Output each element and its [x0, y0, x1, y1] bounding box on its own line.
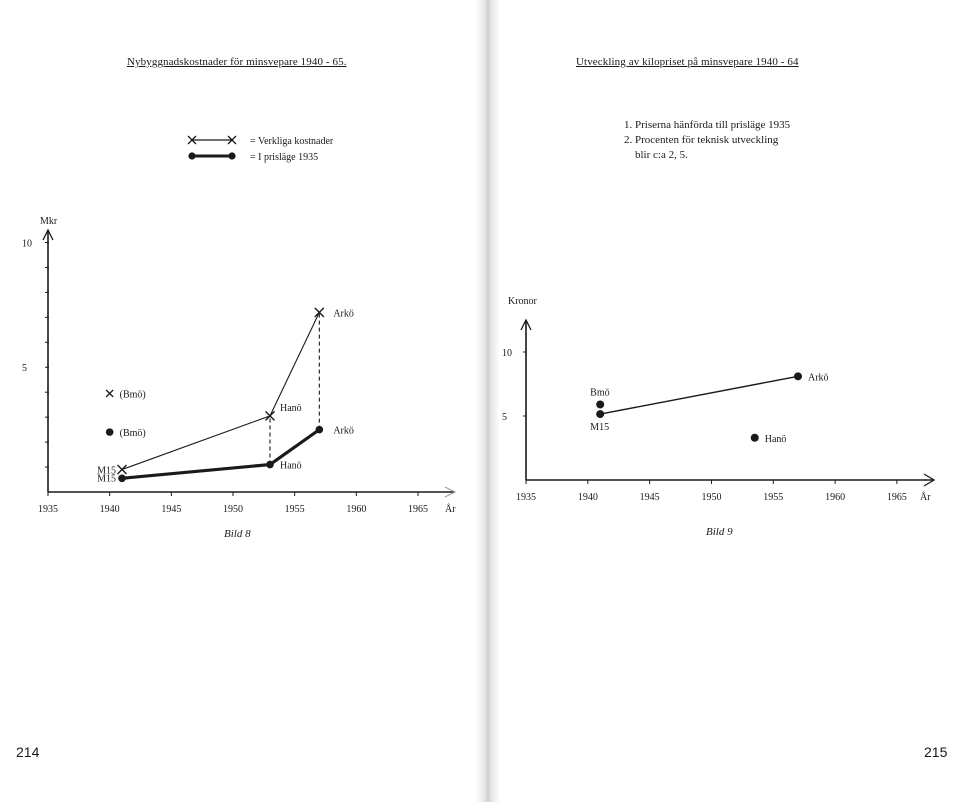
x-tick-label: 1955: [284, 504, 305, 515]
right-notes: [624, 118, 790, 163]
point-label: Hanö: [280, 460, 302, 472]
right-page-number: 215: [924, 744, 948, 760]
x-tick-label: 1940: [99, 504, 120, 515]
dot-marker: [266, 461, 274, 469]
chart-bild-9: [500, 290, 960, 530]
x-tick-label: 1945: [161, 504, 182, 515]
point-label: (Bmö): [119, 389, 146, 401]
x-tick-label: 1935: [516, 492, 536, 503]
point-label: Bmö: [590, 387, 610, 399]
y-tick-label: 10: [502, 348, 512, 359]
chart-bild-8: [0, 200, 476, 545]
y-axis-label: Kronor: [508, 296, 537, 307]
x-tick-label: 1955: [763, 492, 784, 503]
x-axis-label: År: [445, 504, 456, 515]
point-label: Hanö: [280, 402, 302, 414]
note-1: 1. Priserna hänförda till prisläge 1935: [624, 119, 791, 131]
x-tick-label: 1940: [577, 492, 598, 503]
y-axis-label: Mkr: [40, 216, 58, 227]
page-gutter: [476, 0, 500, 802]
x-tick-label: 1965: [408, 504, 428, 515]
dot-marker: [596, 410, 604, 418]
point-label: Arkö: [333, 425, 354, 437]
series-line: [600, 376, 798, 414]
dot-marker: [596, 400, 604, 408]
right-caption: Bild 9: [706, 526, 733, 538]
left-caption: Bild 8: [224, 528, 251, 540]
y-tick-label: 5: [22, 363, 27, 375]
left-page-title: Nybyggnadskostnader för minsvepare 1940 - 65.: [127, 56, 347, 68]
x-tick-label: 1960: [346, 504, 367, 515]
x-axis-label: År: [920, 492, 931, 503]
dot-marker: [794, 372, 802, 380]
legend-dot-marker: [188, 152, 195, 159]
point-label: Arkö: [808, 372, 829, 384]
cross-marker: [106, 390, 113, 397]
legend-label: = Verkliga kostnader: [250, 136, 334, 147]
legend-entry-actual-costs: [188, 136, 334, 147]
note-2: 2. Procenten för teknisk utveckling: [624, 134, 779, 146]
left-legend: [180, 128, 400, 168]
x-tick-label: 1950: [701, 492, 722, 503]
dot-marker: [118, 474, 126, 482]
point-label: Hanö: [764, 433, 787, 445]
series-line: [119, 312, 319, 469]
y-tick-label: 5: [502, 412, 507, 423]
point-label: M15: [97, 465, 116, 477]
note-3: blir c:a 2, 5.: [624, 149, 688, 161]
y-tick-label: 10: [22, 238, 32, 250]
x-tick-label: 1945: [639, 492, 660, 503]
legend-label: = I prisläge 1935: [250, 152, 319, 163]
dot-marker: [751, 434, 759, 442]
cross-marker: [118, 465, 127, 474]
x-tick-label: 1935: [38, 504, 58, 515]
x-tick-label: 1960: [825, 492, 846, 503]
left-page-number: 214: [16, 744, 40, 760]
dot-marker: [316, 426, 324, 434]
right-page-title: Utveckling av kilopriset på minsvepare 1940 - 64: [576, 56, 799, 68]
point-label: M15: [590, 422, 610, 434]
point-label: (Bmö): [119, 428, 146, 440]
legend-dot-marker: [228, 152, 235, 159]
x-tick-label: 1950: [223, 504, 243, 515]
x-tick-label: 1965: [886, 492, 907, 503]
legend-entry-price-1935: [188, 152, 318, 163]
point-label: Arkö: [333, 308, 354, 320]
point-label: M15: [97, 473, 116, 485]
dot-marker: [106, 428, 114, 436]
